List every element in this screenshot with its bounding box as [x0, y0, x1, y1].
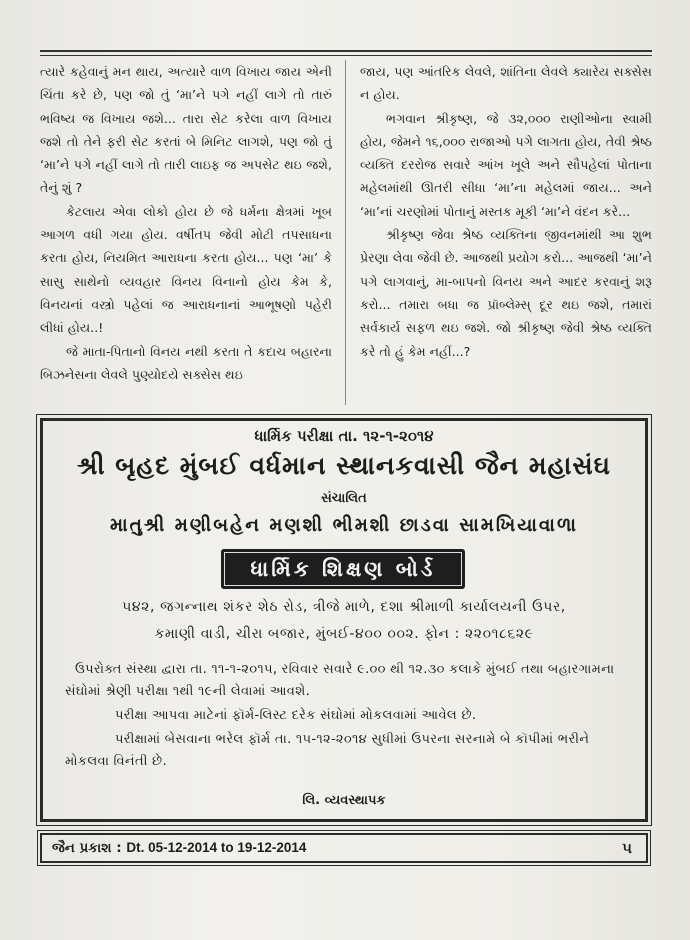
column-divider — [345, 60, 346, 405]
board-badge: ધાર્મિક શિક્ષણ બોર્ડ — [221, 549, 465, 589]
article-columns — [40, 60, 652, 412]
notice-paragraph-3: પરીક્ષામાં બેસવાના ભરેલ ફૉર્મ તા. ૧૫-૧૨-૨૦૧૪ સુધીમાં ઉપરના સરનામે બે કૉપીમાં ભરીને મોકલવા વિનંતી છે. — [65, 732, 590, 769]
right-paragraph-1: જાય, પણ આંતરિક લેવલે, શાંતિના લેવલે ક્યારેય સક્સેસ ન હોય. — [360, 64, 652, 103]
right-paragraph-2: ભગવાન શ્રીકૃષ્ણ, જે ૩૨,૦૦૦ રાણીઓના સ્વામી હોય, જેમને ૧૬,૦૦૦ રાજાઓ પગે લાગતા હોય, તેવી શ્રેષ્ઠ વ્યક્તિ દરરોજ સવારે આંખ ખૂલે અને સૌપહેલાં પોતાના મહેલમાંથી ઊતરી સીધા ‘મા’ના મહેલમાં જાય... અને ‘મા’નાં ચરણોમાં પોતાનું મસ્તક મૂકી ‘મા’ને વંદન કરે... — [360, 110, 652, 219]
address-line-1: ૫૪૨, જગન્નાથ શંકર શેઠ રોડ, ત્રીજે માળે, દશા શ્રીમાળી કાર્યાલયની ઉપર, — [122, 599, 566, 615]
footer-publication — [52, 840, 306, 856]
donor-name: માતુશ્રી મણીબહેન મણશી ભીમશી છાડવા સામખિયાવાળા — [110, 515, 578, 536]
organization-name: શ્રી બૃહદ મુંબઈ વર્ધમાન સ્થાનકવાસી જૈન મહાસંઘ — [76, 451, 612, 480]
sanchalit-label: સંચાલિત — [321, 491, 367, 506]
top-rule — [40, 50, 652, 56]
notice-paragraph-1: ઉપરોક્ત સંસ્થા દ્વારા તા. ૧૧-૧-૨૦૧૫, રવિવાર સવારે ૯.૦૦ થી ૧૨.૩૦ કલાકે મુંબઈ તથા બહારગામના સંઘોમાં શ્રેણી પરીક્ષા ૧થી ૧૯ની લેવામાં આવશે. — [65, 662, 615, 699]
article-right-column — [360, 60, 652, 363]
page-number: ૫ — [622, 839, 632, 857]
left-paragraph-1: ત્યારે કહેવાનું મન થાય, અત્યારે વાળ વિખાય જાય એની ચિંતા કરે છે, પણ જો તું ‘મા’ને પગે નહીં લાગે તો તારું ભવિષ્ય જ વિખાય જશે... તારા સેટ કરેલા વાળ વિખાય જશે તો તેને ફરી સેટ કરતાં બે મિનિટ લાગશે, પણ જો તું ‘મા’ને પગે નહીં લાગે તો તારી લાઇફ જ અપસેટ થઇ જશે, તેનું શું ? — [40, 64, 332, 196]
article-left-column — [40, 60, 332, 386]
left-paragraph-3: જે માતા-પિતાનો વિનય નથી કરતા તે કદાચ બહારના બિઝનેસના લેવલે પુણ્યોદયે સક્સેસ થઇ — [40, 343, 332, 382]
footer — [40, 833, 648, 863]
exam-title: ધાર્મિક પરીક્ષા તા. ૧૨-૧-૨૦૧૪ — [254, 427, 434, 445]
exam-notice-box — [40, 418, 648, 822]
publication-name: જૈન પ્રકાશ : — [52, 840, 122, 856]
address-line-2: કમાણી વાડી, ચીરા બજાર, મુંબઈ-૪૦૦ ૦૦૨. ફોન : ૨૨૦૧૮૬૨૯ — [154, 626, 534, 642]
right-paragraph-3: શ્રીકૃષ્ણ જેવા શ્રેષ્ઠ વ્યક્તિના જીવનમાંથી આ શુભ પ્રેરણા લેવા જેવી છે. આજથી પ્રયોગ કરો... આજથી ‘મા’ને પગે લાગવાનું, મા-બાપનો વિનય અને આદર કરવાનું શરૂ કરો... તમારા બધા જ પ્રૉબ્લેમ્સ્ દૂર થઇ જશે, તમારાં સર્વકાર્ય સફળ થઇ જશે. જો શ્રીકૃષ્ણ જેવી શ્રેષ્ઠ વ્યક્તિ કરે તો હું કેમ નહીં...? — [360, 227, 652, 359]
notice-paragraph-2: પરીક્ષા આપવા માટેનાં ફૉર્મ-લિસ્ટ દરેક સંઘોમાં મોકલવામાં આવેલ છે. — [115, 708, 477, 723]
left-paragraph-2: કેટલાય એવા લોકો હોય છે જે ધર્મના ક્ષેત્રમાં ખૂબ આગળ વધી ગયા હોય. વર્ષીતપ જેવી મોટી તપસાધના કરતા હોય, નિયમિત આરાધના કરતા હોય... પણ ‘મા’ કે સાસુ સાથેનો વ્યવહાર વિનય વિનાનો હોય કેમ કે, વિનયનાં વસ્ત્રો પહેલાં જ આરાધનાનાં આભૂષણો પહેરી લીધાં હોય..! — [40, 203, 332, 336]
issue-dates: Dt. 05-12-2014 to 19-12-2014 — [126, 840, 307, 855]
signature: લિ. વ્યવસ્થાપક — [302, 793, 386, 808]
